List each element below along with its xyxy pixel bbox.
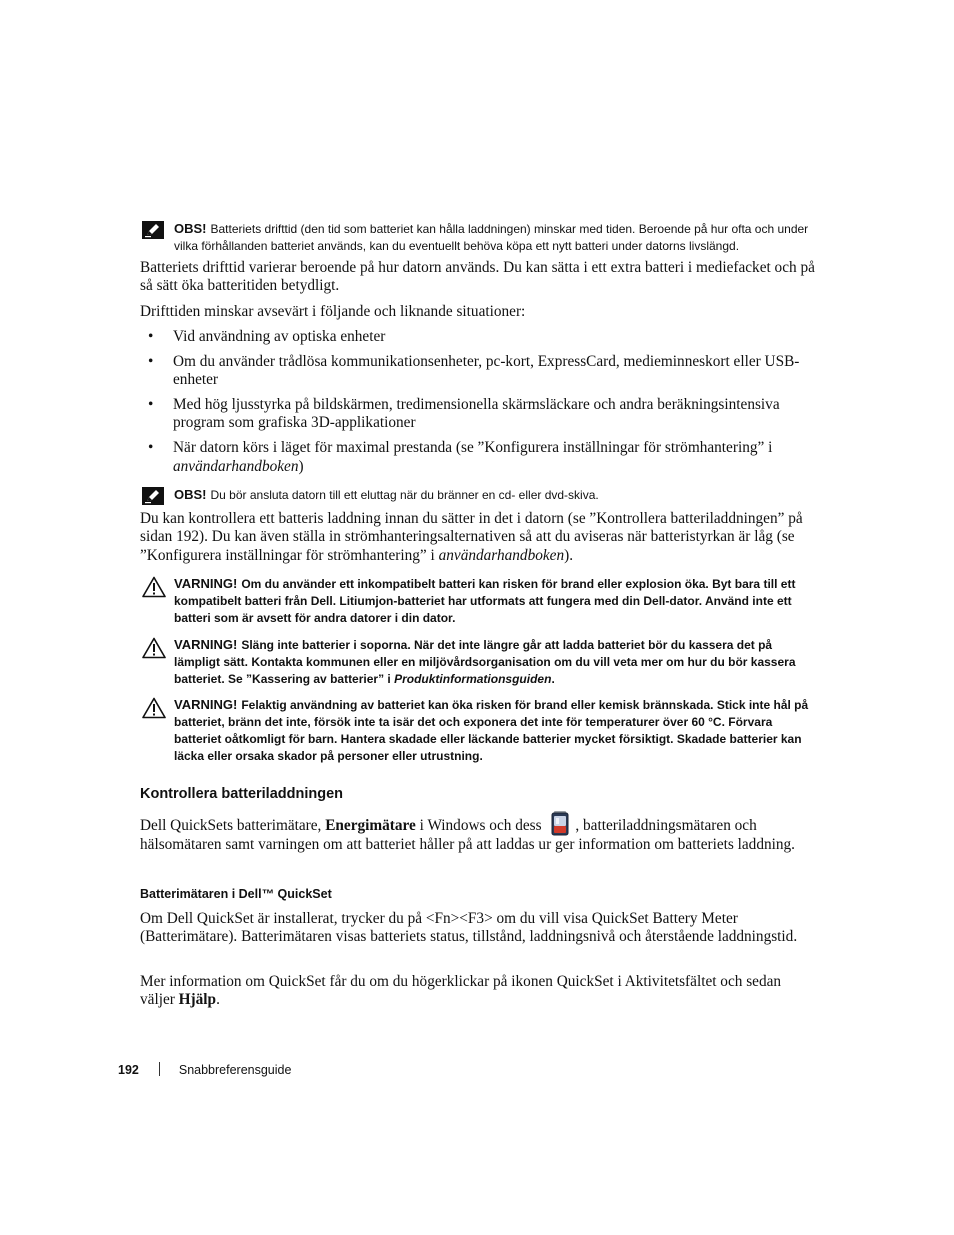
warning-3	[140, 696, 815, 765]
warning-triangle-icon	[142, 697, 164, 715]
warning-1	[140, 575, 815, 627]
list-item: • Vid användning av optiska enheter	[148, 328, 386, 345]
page-number: 192	[118, 1063, 139, 1077]
warning-label: VARNING!	[174, 576, 238, 591]
warning-text: Om du använder ett inkompatibelt batteri kan risken för brand eller explosion öka. Byt bara till ett kompatibelt batteri från Dell. Litiumjon-batteriet har utformats att fungera med din Dell-dator. Använd inte ett batteri som är avsett för andra datorer i din dator.	[174, 577, 796, 625]
warning-text: Felaktig användning av batteriet kan öka risken för brand eller kemisk brännskada. Stick inte hål på batteriet, bränn det inte, försök inte ta isär det och exponera det inte för temperaturer över 60 °C. Förvara batteriet oåtkomligt för barn. Hantera skadade eller läckande batterier mycket försiktigt. Skadade batterier kan läcka eller orsaka skador på personer eller utrustning.	[174, 698, 809, 763]
note-2	[140, 486, 815, 504]
list-item: • Om du använder trådlösa kommunikationsenheter, pc-kort, ExpressCard, medieminneskort eller USB-enheter	[148, 352, 800, 389]
paragraph-runtime-reduced: Drifttiden minskar avsevärt i följande och liknande situationer:	[140, 303, 526, 320]
page-footer	[118, 1062, 291, 1077]
warning-2: VARNING! Släng inte batterier i soporna. När det inte längre går att ladda batteriet bör du kassera det på lämpligt sätt. Kontakta kommunen eller en miljövårdsorganisation om du vill veta mer om hur du bör kassera batteriet. Se ”Kassering av batterier” i Produktinformationsguiden.	[140, 636, 815, 688]
warning-triangle-icon	[142, 637, 164, 655]
note-text: Batteriets drifttid (den tid som batteriet kan hålla laddningen) minskar med tiden. Beroende på hur ofta och under vilka förhållanden batteriet används, kan du eventuellt behöva köpa ett nytt batteri under datorns livslängd.	[174, 222, 809, 253]
warning-triangle-icon	[142, 576, 164, 594]
list-item: • När datorn körs i läget för maximal prestanda (se ”Konfigurera inställningar för strömhantering” i användarhandboken)	[148, 439, 773, 475]
situations-list	[140, 328, 816, 482]
list-item: • Med hög ljusstyrka på bildskärmen, tredimensionella skärmsläckare och andra beräkningsintensiva program som grafiska 3D-applikationer	[148, 396, 780, 432]
note-label: OBS!	[174, 487, 207, 502]
pencil-note-icon	[142, 487, 164, 505]
paragraph-battery-runtime: Batteriets drifttid varierar beroende på hur datorn används. Du kan sätta i ett extra batteri i mediefacket och på så sätt öka batteritiden betydligt.	[140, 259, 815, 295]
guide-title: Snabbreferensguide	[178, 1063, 292, 1077]
warning-label: VARNING!	[174, 697, 238, 712]
note-label: OBS!	[174, 221, 207, 236]
section-heading: Kontrollera batteriladdningen	[140, 786, 344, 802]
pencil-note-icon	[142, 221, 164, 239]
note-text: Du bör ansluta datorn till ett eluttag när du bränner en cd- eller dvd-skiva.	[210, 488, 599, 502]
paragraph-battery-meter: Dell QuickSets batterimätare, Energimätare i Windows och dess , batteriladdningsmätaren och hälsomätaren samt varningen om att batteriet håller på att laddas ur ger information om batteriets laddning.	[140, 810, 816, 854]
footer-divider	[159, 1062, 160, 1076]
subsection-heading: Batterimätaren i Dell™ QuickSet	[140, 887, 332, 901]
paragraph-more-info: Mer information om QuickSet får du om du högerklickar på ikonen QuickSet i Aktivitetsfältet och sedan väljer Hjälp.	[140, 973, 782, 1009]
battery-meter-icon	[549, 810, 571, 836]
warning-label: VARNING!	[174, 637, 238, 652]
note-1	[140, 220, 815, 255]
paragraph-quickset: Om Dell QuickSet är installerat, trycker du på <Fn><F3> om du vill visa QuickSet Battery Meter (Batterimätare). Batterimätaren visas batteriets status, tillstånd, laddningsnivå och återstående laddningstid.	[140, 910, 798, 946]
paragraph-check-charge: Du kan kontrollera ett batteris laddning innan du sätter in det i datorn (se ”Kontrollera batteriladdningen” på sidan 192). Du kan även ställa in strömhanteringsalternativen så att du aviseras när batteristyrkan är låg (se ”Konfigurera inställningar för strömhantering” i användarhandboken).	[140, 510, 803, 564]
